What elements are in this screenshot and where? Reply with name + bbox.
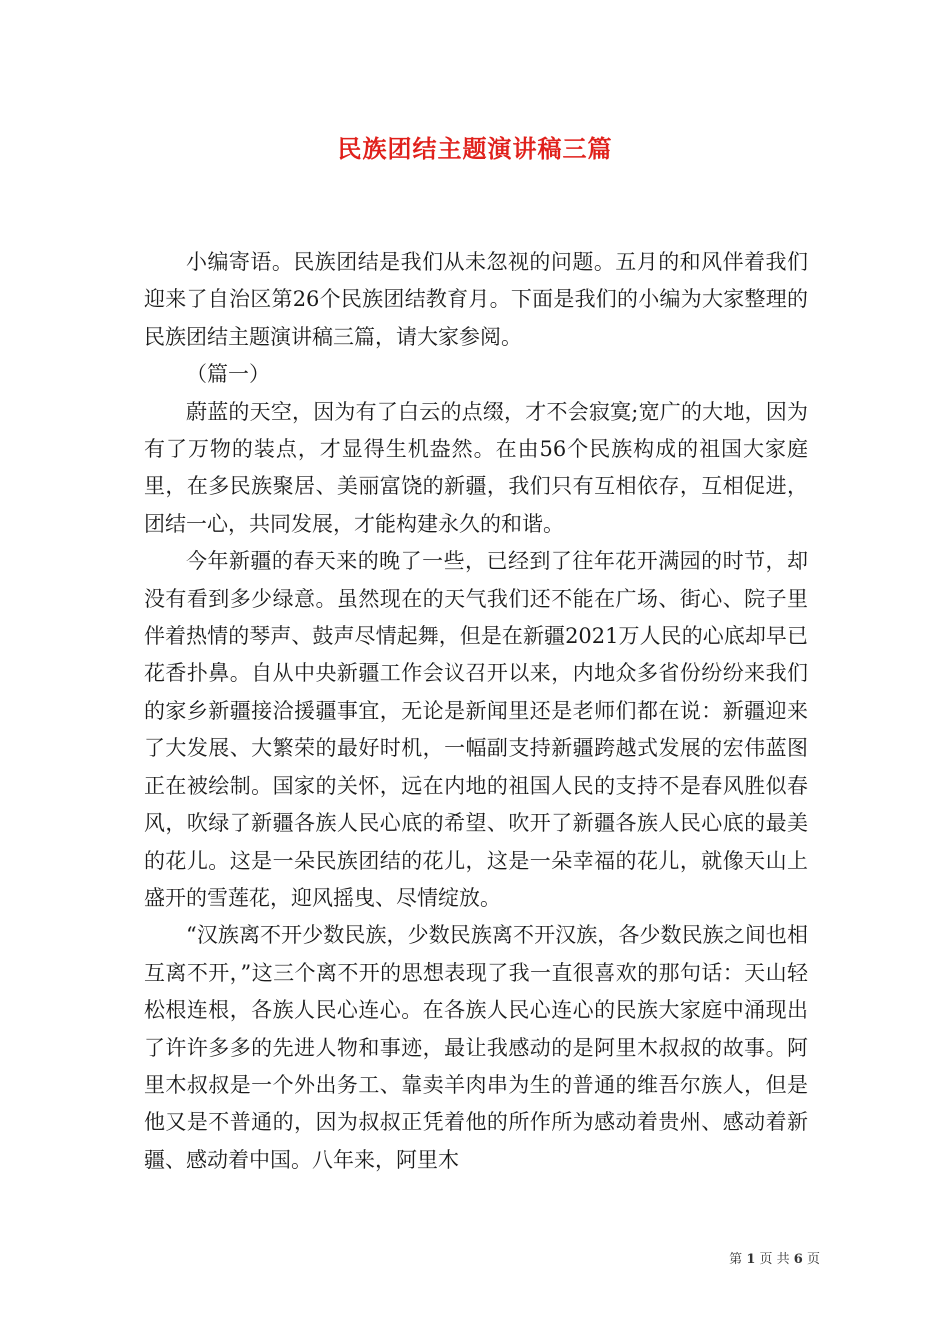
total-page-count: 6: [793, 1252, 803, 1267]
section-heading: （篇一）: [186, 362, 270, 387]
intro-paragraph: 小编寄语。民族团结是我们从未忽视的问题。五月的和风伴着我们迎来了自治区第26个民族团结教育月。下面是我们的小编为大家整理的民族团结主题演讲稿三篇，请大家参阅。: [144, 250, 808, 349]
body-paragraph: 蔚蓝的天空，因为有了白云的点缀，才不会寂寞;宽广的大地，因为有了万物的装点，才显得生机盎然。在由56个民族构成的祖国大家庭里，在多民族聚居、美丽富饶的新疆，我们只有互相依存，互相促进，团结一心，共同发展，才能构建永久的和谐。: [144, 399, 808, 536]
document-body: [144, 244, 808, 1179]
body-paragraph: 今年新疆的春天来的晚了一些，已经到了往年花开满园的时节，却没有看到多少绿意。虽然现在的天气我们还不能在广场、街心、院子里伴着热情的琴声、鼓声尽情起舞，但是在新疆2021万人民的心底却早已花香扑鼻。自从中央新疆工作会议召开以来，内地众多省份纷纷来我们的家乡新疆接洽援疆事宜，无论是新闻里还是老师们都在说：新疆迎来了大发展、大繁荣的最好时机，一幅副支持新疆跨越式发展的宏伟蓝图正在被绘制。国家的关怀，远在内地的祖国人民的支持不是春风胜似春风，吹绿了新疆各族人民心底的希望、吹开了新疆各族人民心底的最美的花儿。这是一朵民族团结的花儿，这是一朵幸福的花儿，就像天山上盛开的雪莲花，迎风摇曳、尽情绽放。: [144, 549, 808, 910]
body-paragraph: “汉族离不开少数民族，少数民族离不开汉族，各少数民族之间也相互离不开，”这三个离不开的思想表现了我一直很喜欢的那句话：天山轻松根连根，各族人民心连心。在各族人民心连心的民族大家庭中涌现出了许许多多的先进人物和事迹，最让我感动的是阿里木叔叔的故事。阿里木叔叔是一个外出务工、靠卖羊肉串为生的普通的维吾尔族人，但是他又是不普通的，因为叔叔正凭着他的所作所为感动着贵州、感动着新疆、感动着中国。八年来，阿里木: [144, 923, 808, 1172]
footer-prefix: 第: [729, 1252, 743, 1267]
document-title: 民族团结主题演讲稿三篇: [337, 134, 613, 163]
footer-middle: 页 共: [759, 1252, 790, 1267]
current-page-number: 1: [746, 1252, 756, 1267]
page-number-footer: [660, 1248, 820, 1267]
footer-suffix: 页: [806, 1252, 820, 1267]
